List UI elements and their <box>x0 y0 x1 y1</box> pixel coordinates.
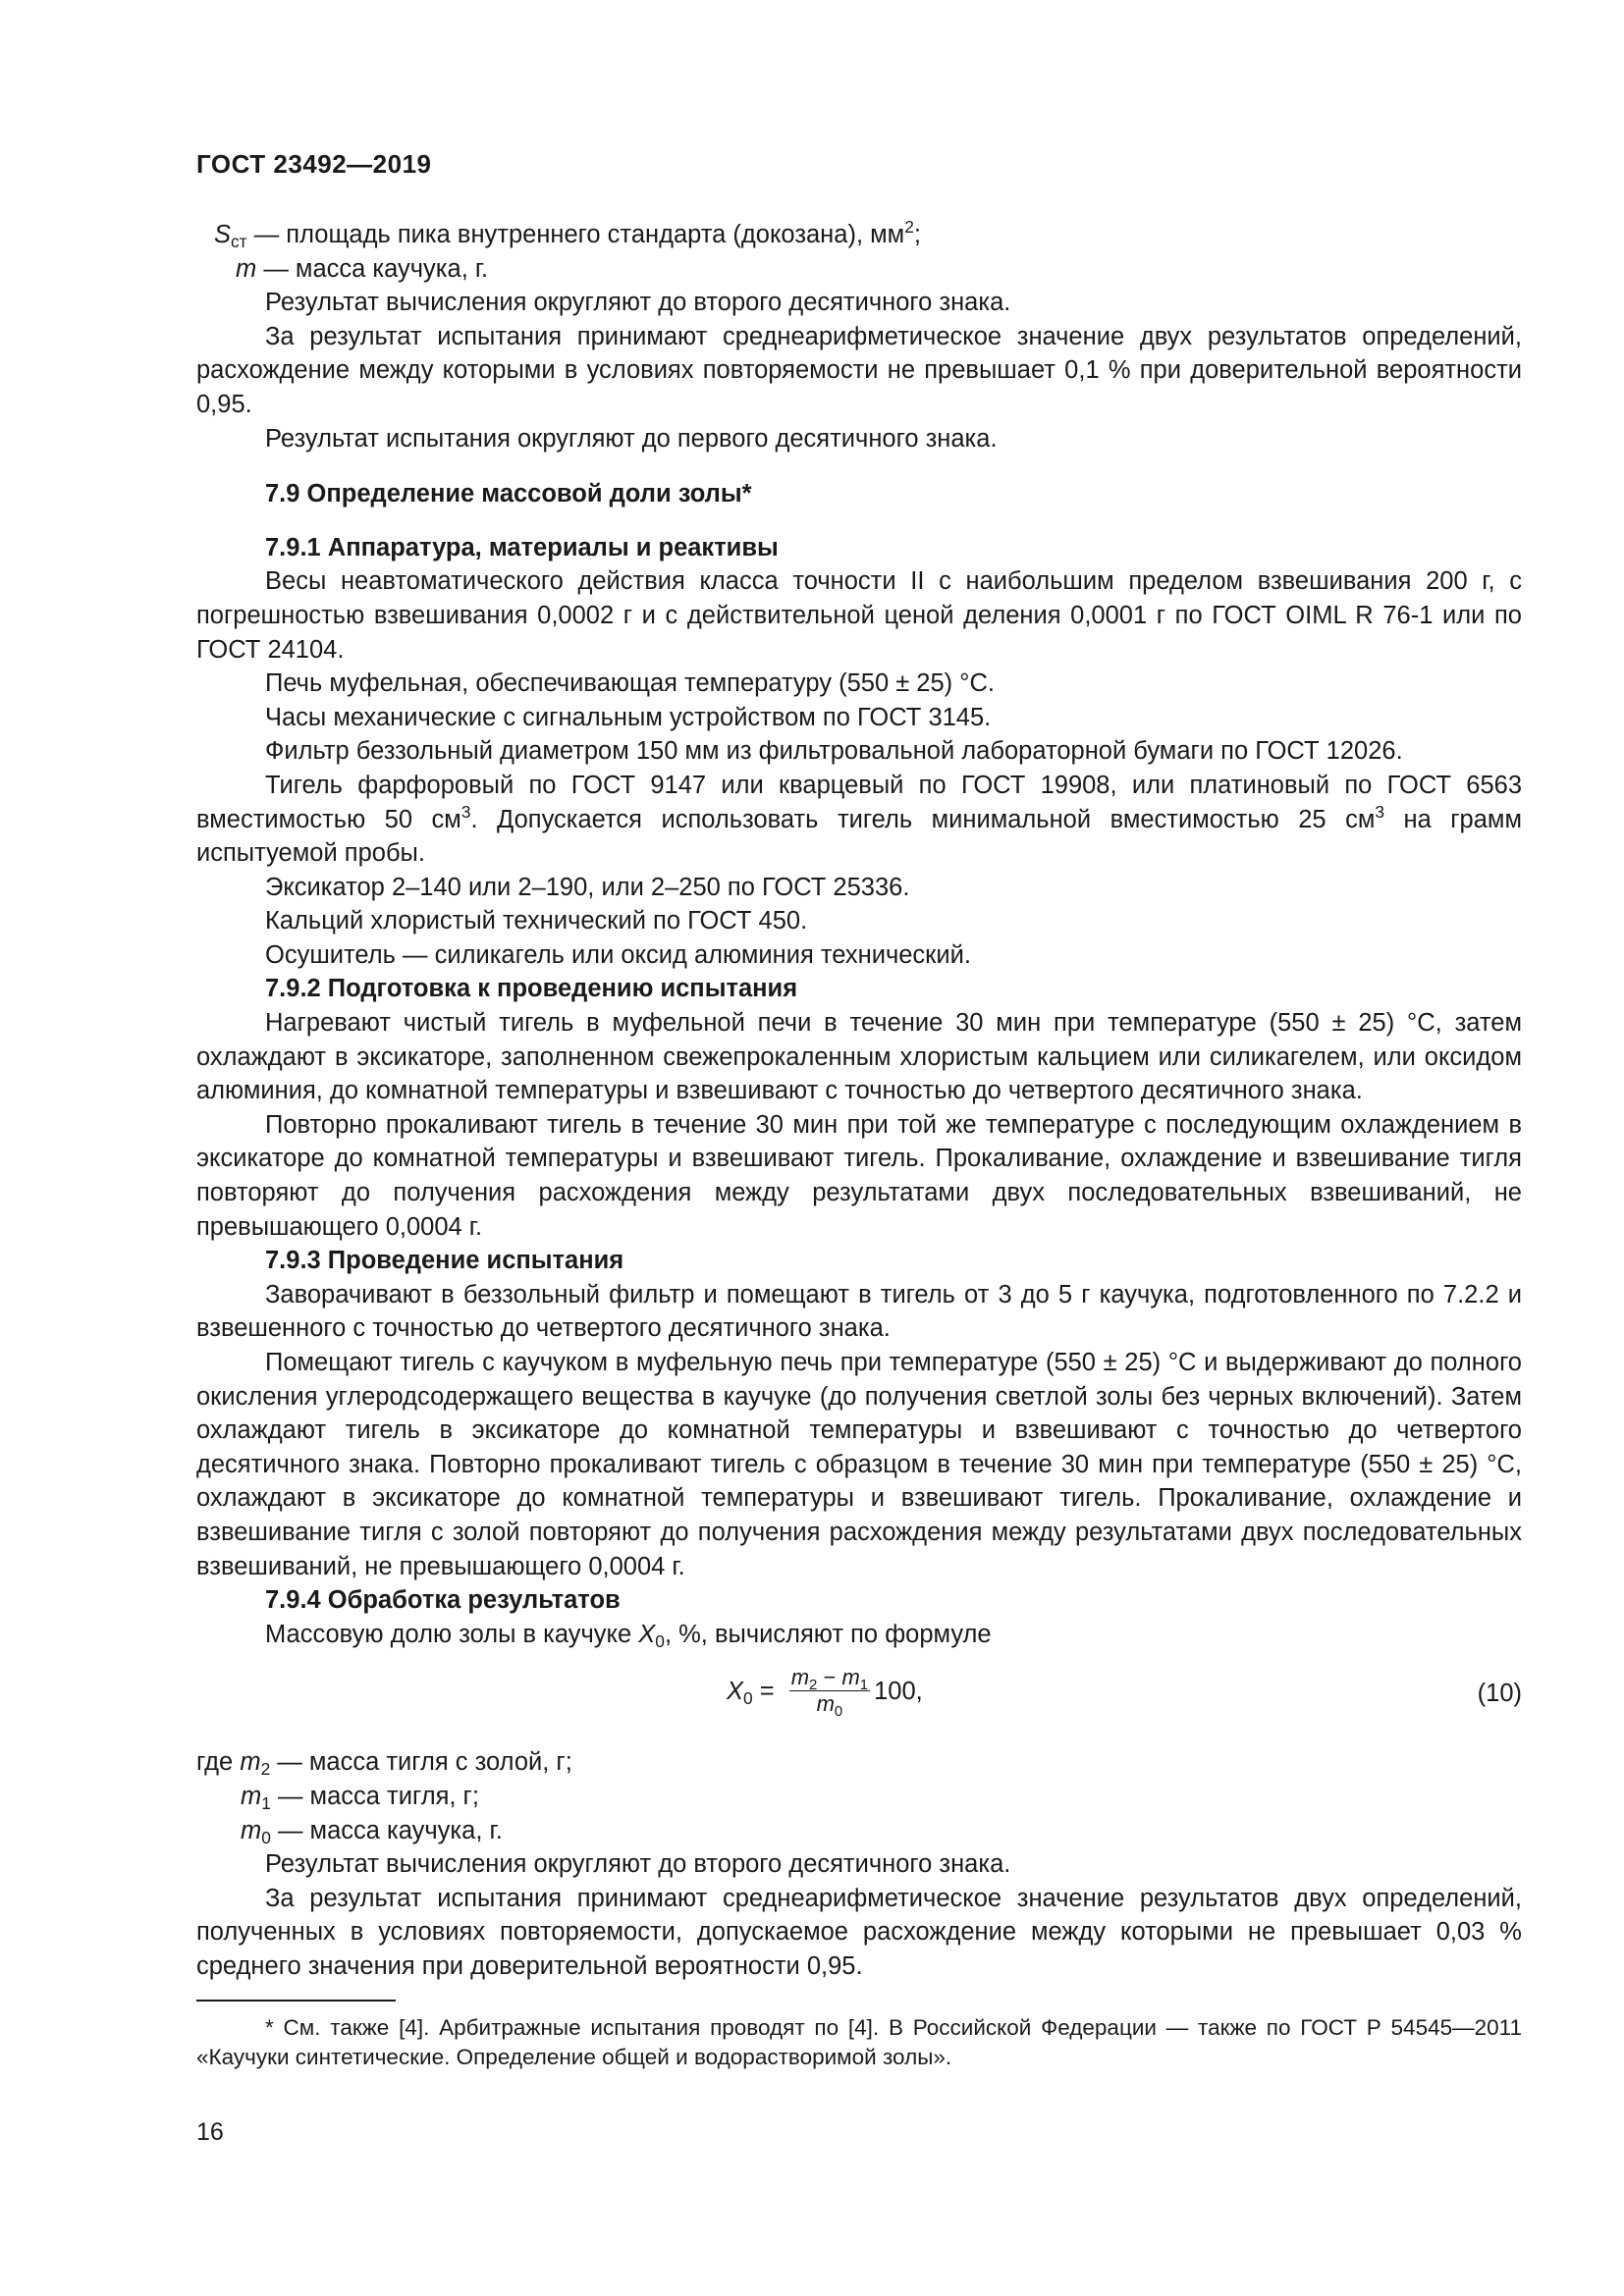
subscript: ст <box>231 232 247 251</box>
where-label: где <box>196 1748 241 1777</box>
definition-text: — масса тигля, г; <box>270 1782 479 1810</box>
paragraph: Эксикатор 2–140 или 2–190, или 2–250 по ГОСТ 25336. <box>265 873 910 901</box>
footnote: * См. также [4]. Арбитражные испытания проводят по [4]. В Российской Федерации — также по ГОСТ Р 54545—2011 «Каучуки синтетические. Определение общей и водорастворимой золы». <box>196 2014 1522 2069</box>
section-heading-7-9-4: 7.9.4 Обработка результатов <box>265 1586 621 1615</box>
equals-sign: = <box>752 1677 782 1705</box>
paragraph: Осушитель — силикагель или оксид алюминия технический. <box>265 940 971 969</box>
equation-number: (10) <box>1477 1680 1522 1708</box>
text-run: Массовую долю золы в каучуке <box>265 1620 639 1648</box>
symbol: m <box>816 1691 835 1717</box>
section-heading-7-9-2: 7.9.2 Подготовка к проведению испытания <box>265 975 798 1003</box>
paragraph: Повторно прокаливают тигель в течение 30 мин при той же температуре с последующим охлаждением в эксикаторе до комнатной температуры и взвешивают тигель. Прокаливание, охлаждение и взвешивание тигля повторяют до получения расхождения между результатами двух последовательных взвешиваний, не превышающего 0,0004 г. <box>196 1110 1522 1241</box>
where-m1 <box>196 1780 1522 1814</box>
symbol: m <box>790 1665 810 1690</box>
paragraph: Результат вычисления округляют до второго десятичного знака. <box>265 289 1011 317</box>
superscript: 3 <box>1375 801 1385 822</box>
paragraph: Результат испытания округляют до первого десятичного знака. <box>265 424 998 453</box>
subscript: 0 <box>743 1687 753 1708</box>
page-content <box>196 218 1522 2072</box>
paragraph: Помещают тигель с каучуком в муфельную печь при температуре (550 ± 25) °С и выдерживают до полного окисления углеродсодержащего вещества в каучуке (до получения светлой золы без черных включений). Затем охлаждают тигель в эксикаторе до комнатной температуры и взвешивают с точностью до четвертого десятичного знака. Повторно прокаливают тигель с образцом в течение 30 мин при температуре (550 ± 25) °С, охлаждают в эксикаторе до комнатной температуры и взвешивают тигель. Прокаливание, охлаждение и взвешивание тигля с золой повторяют до получения расхождения между результатами двух последовательных взвешиваний, не превышающего 0,0004 г. <box>196 1349 1522 1580</box>
where-m2 <box>196 1745 1522 1780</box>
subscript: 1 <box>859 1677 869 1694</box>
paragraph: Результат вычисления округляют до второго десятичного знака. <box>265 1850 1011 1879</box>
paragraph: Печь муфельная, обеспечивающая температуру (550 ± 25) °С. <box>265 669 995 698</box>
symbol: S <box>214 221 232 248</box>
superscript: 2 <box>904 217 914 237</box>
text-run: на грамм испытуемой пробы. <box>196 805 1522 868</box>
definition-text: — масса каучука, г. <box>270 1816 503 1844</box>
paragraph-formula-intro <box>196 1618 1522 1652</box>
symbol: m <box>241 1816 262 1844</box>
symbol: m <box>241 1782 262 1810</box>
section-heading-7-9-1: 7.9.1 Аппаратура, материалы и реактивы <box>265 533 779 561</box>
formula-tail: 100, <box>874 1677 923 1705</box>
subscript: 0 <box>655 1630 665 1651</box>
where-m0 <box>196 1814 1522 1848</box>
paragraph: Весы неавтоматического действия класса точности II с наибольшим пределом взвешивания 200 г, с погрешностью взвешивания 0,0002 г и с действительной ценой деления 0,0001 г по ГОСТ OIML R 76-1 или по ГОСТ 24104. <box>196 567 1522 664</box>
page-number: 16 <box>196 2118 224 2146</box>
text-run: . Допускается использовать тигель минимальной вместимостью 25 см <box>470 805 1376 833</box>
subscript: 2 <box>809 1677 818 1694</box>
formula-10 <box>196 1657 1522 1737</box>
paragraph: Заворачивают в беззольный фильтр и помещают в тигель от 3 до 5 г каучука, подготовленного по 7.2.2 и взвешенного с точностью до четвертого десятичного знака. <box>196 1280 1522 1343</box>
subscript: 0 <box>834 1703 843 1721</box>
symbol: X <box>727 1677 744 1705</box>
fraction-numerator <box>789 1665 870 1694</box>
definition-text: — масса тигля с золой, г; <box>270 1748 572 1777</box>
punctuation: ; <box>913 221 921 248</box>
symbol: m <box>240 1748 261 1777</box>
definition-s-st <box>196 218 1522 252</box>
paragraph: Нагревают чистый тигель в муфельной печи в течение 30 мин при температуре (550 ± 25) °С, затем охлаждают в эксикаторе, заполненном свежепрокаленным хлористым кальцием или силикагелем, или оксидом алюминия, до комнатной температуры и взвешивают с точностью до четвертого десятичного знака. <box>196 1009 1522 1105</box>
symbol: m <box>236 254 257 283</box>
footnote-divider <box>196 2000 396 2002</box>
paragraph: За результат испытания принимают среднеарифметическое значение результатов двух определений, полученных в условиях повторяемости, допускаемое расхождение между которыми не превышает 0,03 % среднего значения при доверительной вероятности 0,95. <box>196 1884 1522 1980</box>
formula-lhs <box>727 1675 753 1709</box>
paragraph: Кальций хлористый технический по ГОСТ 450. <box>265 907 808 935</box>
symbol: m <box>841 1665 860 1690</box>
paragraph: Фильтр беззольный диаметром 150 мм из фильтровальной лабораторной бумаги по ГОСТ 12026. <box>265 737 1403 766</box>
fraction <box>789 1665 870 1721</box>
subscript: 1 <box>261 1792 271 1813</box>
definition-m <box>196 252 1522 287</box>
formula-body <box>727 1665 923 1721</box>
definition-text: — масса каучука, г. <box>256 254 489 283</box>
paragraph-crucible <box>196 769 1522 871</box>
operator: − <box>817 1665 842 1690</box>
paragraph: За результат испытания принимают среднеарифметическое значение двух результатов определений, расхождение между которыми в условиях повторяемости не превышает 0,1 % при доверительной вероятности 0,95. <box>196 322 1522 418</box>
document-header: ГОСТ 23492—2019 <box>196 149 432 179</box>
text-run: , %, вычисляют по формуле <box>664 1620 992 1648</box>
superscript: 3 <box>460 801 471 822</box>
paragraph: Часы механические с сигнальным устройством по ГОСТ 3145. <box>265 703 992 731</box>
definition-text: — площадь пика внутреннего стандарта (докозана), мм <box>246 221 905 248</box>
symbol: X <box>638 1620 656 1648</box>
subscript: 0 <box>261 1827 271 1847</box>
subscript: 2 <box>260 1759 271 1780</box>
section-heading-7-9-3: 7.9.3 Проведение испытания <box>265 1247 624 1275</box>
text-run: Тигель фарфоровый по ГОСТ 9147 или кварцевый по ГОСТ 19908, или платиновый по ГОСТ 6563 вместимостью 50 см <box>196 771 1522 833</box>
fraction-denominator <box>815 1691 845 1721</box>
section-heading-7-9: 7.9 Определение массовой доли золы* <box>265 480 752 508</box>
